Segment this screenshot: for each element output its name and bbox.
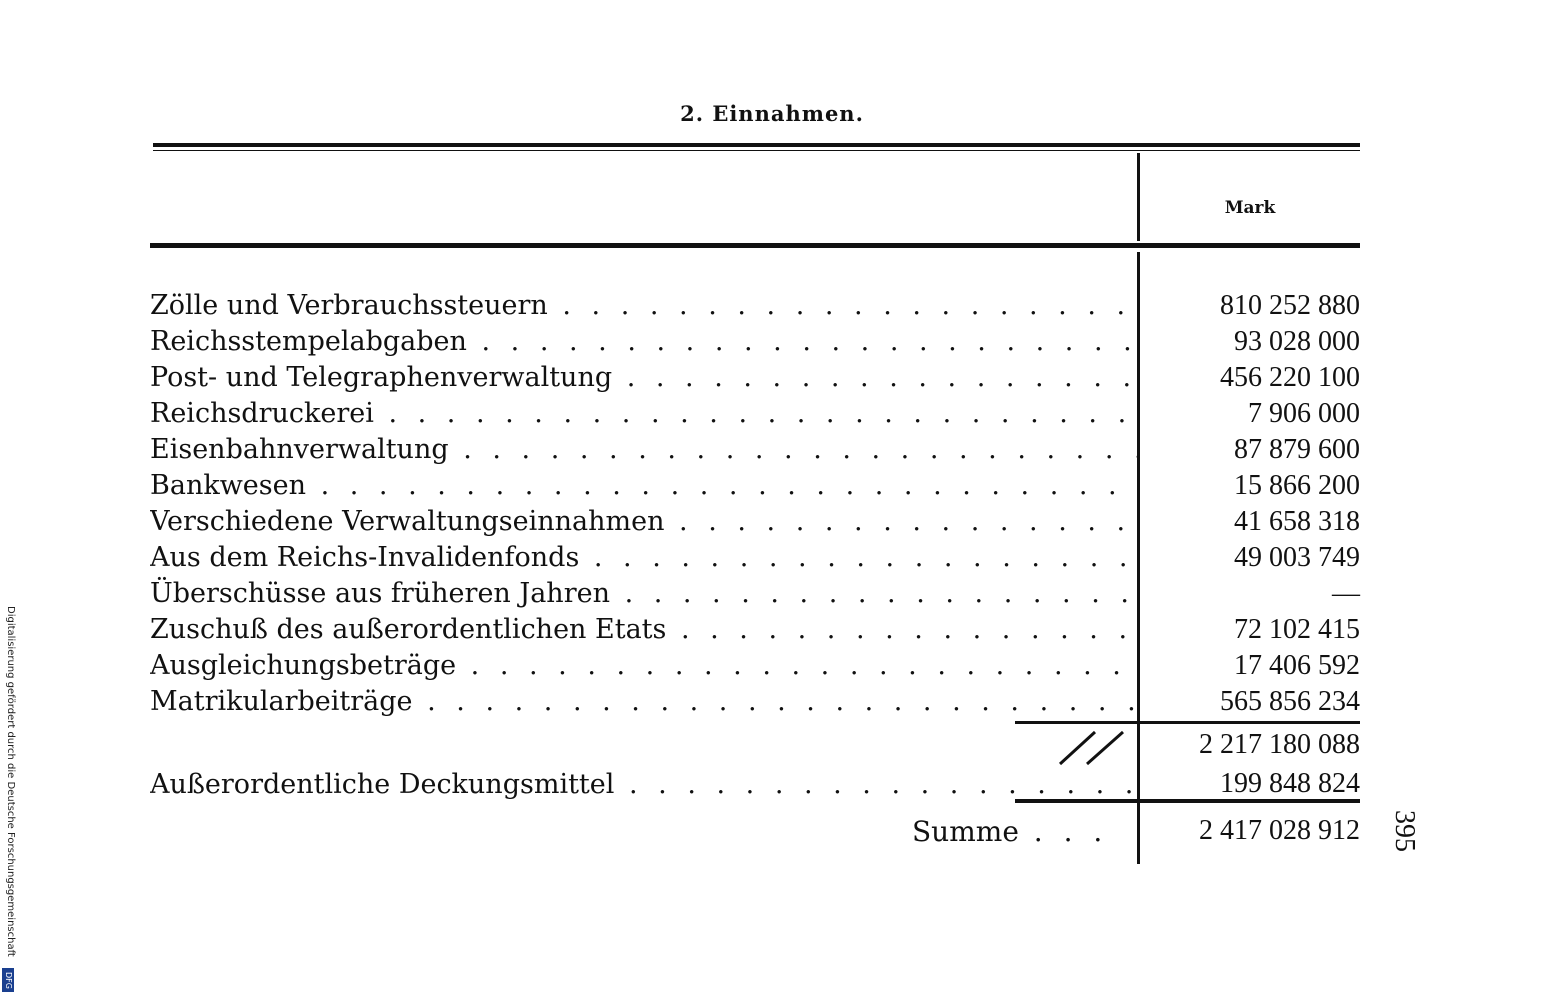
subtotal-value: 2 217 180 088: [1199, 729, 1360, 760]
table-row: [150, 360, 1360, 396]
row-value: —: [1332, 578, 1360, 609]
table-row: [150, 324, 1360, 360]
sum-label: Summe . . .: [912, 815, 1132, 848]
row-value: 17 406 592: [1234, 650, 1360, 681]
table-row: [150, 468, 1360, 504]
row-value: 7 906 000: [1248, 398, 1360, 429]
revenue-table: [150, 288, 1360, 720]
row-label: Verschiedene Verwaltungseinnahmen . . .: [150, 504, 1137, 540]
double-slash-mark: [1055, 730, 1135, 766]
table-row-extra: [150, 766, 1360, 802]
row-label: Eisenbahnverwaltung . . .: [150, 432, 1137, 468]
row-label: Aus dem Reichs-Invalidenfonds . . .: [150, 540, 1137, 576]
top-rule-thin: [153, 150, 1360, 151]
table-row: [150, 396, 1360, 432]
row-label: Reichsstempelabgaben . . .: [150, 324, 1137, 360]
row-value: 41 658 318: [1234, 506, 1360, 537]
sum-value: 2 417 028 912: [1199, 815, 1360, 846]
row-value: 93 028 000: [1234, 326, 1360, 357]
extra-label: Außerordentliche Deckungsmittel . . .: [150, 769, 1137, 800]
row-value: 810 252 880: [1220, 290, 1360, 321]
unit-header: Mark: [1224, 198, 1276, 218]
table-row: [150, 504, 1360, 540]
row-label: Zuschuß des außerordentlichen Etats . . .: [150, 612, 1137, 648]
row-label: Reichsdruckerei . . .: [150, 396, 1137, 432]
top-rule: [153, 143, 1360, 147]
table-row: [150, 288, 1360, 324]
row-label: Bankwesen . . .: [150, 468, 1137, 504]
table-row: [150, 540, 1360, 576]
row-label: Matrikularbeiträge . . .: [150, 684, 1137, 720]
column-divider-header: [1137, 153, 1140, 241]
extra-value: 199 848 824: [1220, 768, 1360, 799]
dfg-logo: DFG: [2, 968, 14, 992]
row-value: 15 866 200: [1234, 470, 1360, 501]
row-label: Post- und Telegraphenverwaltung . . .: [150, 360, 1137, 396]
table-row: [150, 612, 1360, 648]
subtotal-rule: [1015, 721, 1360, 724]
row-value: 565 856 234: [1220, 686, 1360, 717]
table-row: [150, 576, 1360, 612]
row-value: 49 003 749: [1234, 542, 1360, 573]
sum-rule: [1015, 799, 1360, 803]
row-value: 456 220 100: [1220, 362, 1360, 393]
page-number: 395: [1389, 810, 1420, 852]
row-value: 72 102 415: [1234, 614, 1360, 645]
table-row: [150, 432, 1360, 468]
table-row: [150, 684, 1360, 720]
page-title: 2. Einnahmen.: [680, 101, 864, 126]
header-rule: [150, 243, 1360, 248]
row-value: 87 879 600: [1234, 434, 1360, 465]
table-row: [150, 648, 1360, 684]
row-label: Überschüsse aus früheren Jahren . . .: [150, 576, 1137, 612]
digitization-note: Digitalisierung gefördert durch die Deutsche Forschungsgemeinschaft: [5, 606, 16, 957]
row-label: Zölle und Verbrauchssteuern . . .: [150, 288, 1137, 324]
row-label: Ausgleichungsbeträge . . .: [150, 648, 1137, 684]
